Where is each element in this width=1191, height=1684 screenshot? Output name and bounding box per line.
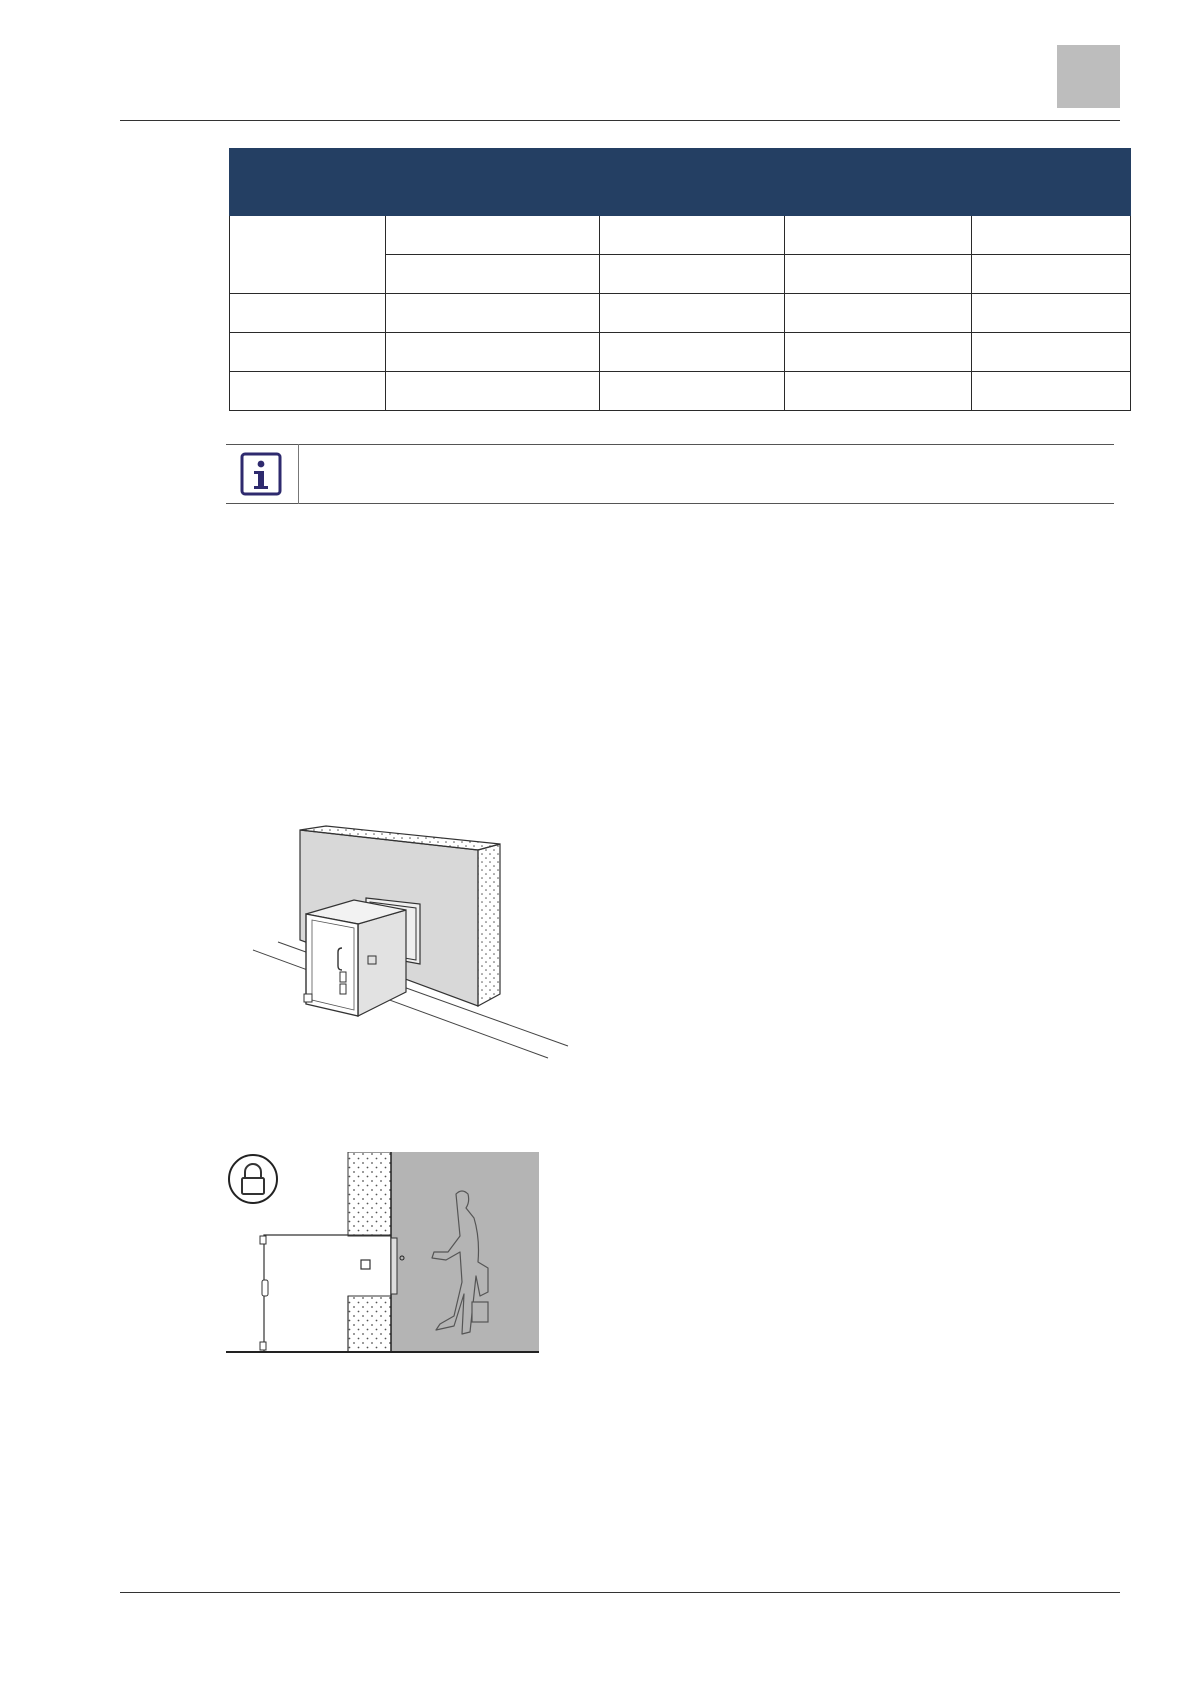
table-cell	[230, 216, 386, 294]
table-header-cell	[972, 149, 1131, 216]
table-cell	[230, 372, 386, 411]
table-header-cell	[386, 149, 600, 216]
table-cell	[785, 294, 972, 333]
table-header-row	[230, 149, 1131, 216]
table-cell	[785, 255, 972, 294]
table-header-cell	[230, 149, 386, 216]
table-cell	[972, 294, 1131, 333]
spec-table	[229, 148, 1131, 411]
footer-rule	[120, 1592, 1120, 1593]
note-divider	[298, 444, 299, 504]
header-rule	[120, 120, 1120, 121]
table-cell	[600, 216, 785, 255]
table-row	[230, 294, 1131, 333]
table-cell	[785, 216, 972, 255]
table-cell	[386, 294, 600, 333]
note-top-rule	[226, 444, 1114, 445]
table-cell	[230, 294, 386, 333]
page-tab-marker	[1057, 45, 1120, 108]
table-header-cell	[785, 149, 972, 216]
table-header-cell	[600, 149, 785, 216]
padlock-icon	[229, 1155, 277, 1203]
table-cell	[386, 372, 600, 411]
through-wall-installation-illustration	[226, 1152, 540, 1360]
table-cell	[972, 216, 1131, 255]
table-cell	[600, 333, 785, 372]
info-icon	[240, 452, 282, 496]
table-row	[230, 216, 1131, 255]
table-cell	[386, 216, 600, 255]
wall-mounted-cabinet-illustration	[248, 820, 578, 1070]
table-cell	[386, 255, 600, 294]
table-cell	[386, 333, 600, 372]
table-cell	[785, 372, 972, 411]
info-note	[226, 444, 1114, 504]
table-cell	[972, 333, 1131, 372]
note-bottom-rule	[226, 503, 1114, 504]
table-cell	[785, 333, 972, 372]
table-cell	[972, 372, 1131, 411]
table-cell	[600, 372, 785, 411]
table-row	[230, 372, 1131, 411]
table-cell	[230, 333, 386, 372]
table-cell	[600, 255, 785, 294]
table-row	[230, 333, 1131, 372]
table-cell	[972, 255, 1131, 294]
table-cell	[600, 294, 785, 333]
